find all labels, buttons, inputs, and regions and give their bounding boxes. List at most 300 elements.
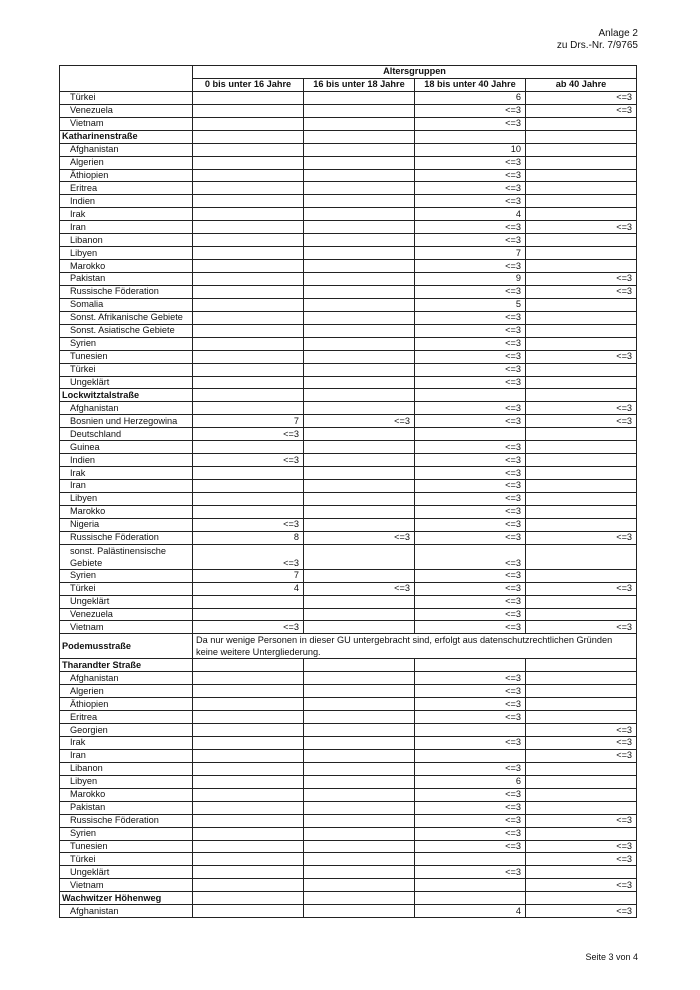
value-cell — [304, 814, 415, 827]
empty-cell — [304, 130, 415, 143]
value-cell: <=3 — [415, 156, 526, 169]
value-cell — [526, 182, 637, 195]
value-cell — [304, 273, 415, 286]
value-cell — [193, 749, 304, 762]
value-cell: <=3 — [415, 801, 526, 814]
country-label: Irak — [60, 737, 193, 750]
country-label: Pakistan — [60, 273, 193, 286]
table-row — [60, 569, 637, 582]
value-cell — [304, 350, 415, 363]
table-row — [60, 208, 637, 221]
table-row — [60, 117, 637, 130]
value-cell — [526, 260, 637, 273]
value-cell — [304, 195, 415, 208]
value-cell — [304, 595, 415, 608]
value-cell — [526, 467, 637, 480]
country-label: Eritrea — [60, 182, 193, 195]
country-label: Afghanistan — [60, 143, 193, 156]
value-cell: <=3 — [415, 234, 526, 247]
value-cell — [415, 724, 526, 737]
note-row — [60, 634, 637, 659]
value-cell: 6 — [415, 91, 526, 104]
table-row — [60, 324, 637, 337]
country-label: Russische Föderation — [60, 285, 193, 298]
value-cell: <=3 — [415, 608, 526, 621]
value-cell — [304, 104, 415, 117]
value-cell — [526, 492, 637, 505]
value-cell — [526, 672, 637, 685]
country-label: Indien — [60, 454, 193, 467]
value-cell: <=3 — [415, 182, 526, 195]
value-cell — [526, 505, 637, 518]
value-cell — [526, 195, 637, 208]
value-cell: <=3 — [526, 273, 637, 286]
table-row — [60, 775, 637, 788]
table-row — [60, 608, 637, 621]
value-cell — [304, 311, 415, 324]
value-cell — [304, 544, 415, 569]
value-cell: <=3 — [526, 814, 637, 827]
country-label: Indien — [60, 195, 193, 208]
empty-cell — [415, 389, 526, 402]
country-label: Syrien — [60, 569, 193, 582]
value-cell: <=3 — [415, 814, 526, 827]
table-row — [60, 492, 637, 505]
value-cell: <=3 — [526, 724, 637, 737]
attachment-label: Anlage 2 — [598, 28, 638, 39]
value-cell: <=3 — [526, 531, 637, 544]
country-label: Deutschland — [60, 428, 193, 441]
table-row — [60, 749, 637, 762]
value-cell — [526, 518, 637, 531]
table-row — [60, 247, 637, 260]
section-row — [60, 389, 637, 402]
country-label: Libanon — [60, 234, 193, 247]
table-row — [60, 454, 637, 467]
value-cell — [193, 260, 304, 273]
value-cell — [304, 827, 415, 840]
value-cell — [193, 350, 304, 363]
value-cell — [193, 840, 304, 853]
empty-cell — [415, 659, 526, 672]
value-cell: <=3 — [415, 840, 526, 853]
country-label: Tunesien — [60, 350, 193, 363]
value-cell: <=3 — [415, 698, 526, 711]
country-label: Guinea — [60, 441, 193, 454]
value-cell: <=3 — [415, 117, 526, 130]
value-cell — [304, 840, 415, 853]
value-cell — [415, 749, 526, 762]
value-cell: <=3 — [526, 621, 637, 634]
value-cell — [304, 117, 415, 130]
country-label: Libyen — [60, 492, 193, 505]
empty-cell — [526, 130, 637, 143]
value-cell: <=3 — [304, 531, 415, 544]
value-cell: <=3 — [415, 595, 526, 608]
value-cell — [304, 569, 415, 582]
value-cell — [526, 801, 637, 814]
table-row — [60, 711, 637, 724]
value-cell — [193, 91, 304, 104]
empty-cell — [526, 659, 637, 672]
value-cell — [193, 724, 304, 737]
value-cell — [193, 143, 304, 156]
table-row — [60, 221, 637, 234]
value-cell — [304, 208, 415, 221]
value-cell — [526, 569, 637, 582]
value-cell — [304, 156, 415, 169]
country-label: Ungeklärt — [60, 595, 193, 608]
value-cell: <=3 — [415, 582, 526, 595]
value-cell — [193, 505, 304, 518]
country-label: Ungeklärt — [60, 376, 193, 389]
country-label: Iran — [60, 221, 193, 234]
value-cell: <=3 — [415, 324, 526, 337]
value-cell: <=3 — [526, 350, 637, 363]
value-cell: <=3 — [526, 737, 637, 750]
value-cell — [304, 454, 415, 467]
value-cell: <=3 — [415, 672, 526, 685]
value-cell — [193, 195, 304, 208]
table-row — [60, 441, 637, 454]
table-row — [60, 866, 637, 879]
value-cell: <=3 — [415, 350, 526, 363]
value-cell: <=3 — [526, 582, 637, 595]
value-cell — [193, 182, 304, 195]
country-label: Libyen — [60, 247, 193, 260]
country-label: Georgien — [60, 724, 193, 737]
section-row — [60, 659, 637, 672]
privacy-note: Da nur wenige Personen in dieser GU untergebracht sind, erfolgt aus datenschutzrechtlichen Gründen keine weitere Untergliederung. — [193, 634, 637, 659]
value-cell: 4 — [193, 582, 304, 595]
table-row — [60, 376, 637, 389]
value-cell — [526, 324, 637, 337]
value-cell — [526, 595, 637, 608]
value-cell — [193, 711, 304, 724]
value-cell: 9 — [415, 273, 526, 286]
table-body — [60, 91, 637, 917]
value-cell — [526, 441, 637, 454]
empty-cell — [415, 130, 526, 143]
value-cell: 7 — [193, 415, 304, 428]
value-cell: <=3 — [193, 621, 304, 634]
table-row — [60, 685, 637, 698]
value-cell — [304, 711, 415, 724]
empty-cell — [304, 389, 415, 402]
value-cell — [304, 492, 415, 505]
value-cell — [304, 221, 415, 234]
table-row — [60, 350, 637, 363]
value-cell: <=3 — [415, 441, 526, 454]
table-row — [60, 273, 637, 286]
value-cell — [304, 285, 415, 298]
value-cell — [304, 853, 415, 866]
value-cell — [193, 221, 304, 234]
value-cell: <=3 — [415, 827, 526, 840]
country-label: Afghanistan — [60, 402, 193, 415]
column-header: 16 bis unter 18 Jahre — [304, 78, 415, 91]
table-row — [60, 285, 637, 298]
value-cell — [304, 260, 415, 273]
value-cell — [304, 505, 415, 518]
value-cell — [304, 234, 415, 247]
value-cell — [193, 441, 304, 454]
country-label: Marokko — [60, 260, 193, 273]
value-cell: <=3 — [526, 749, 637, 762]
value-cell — [193, 905, 304, 918]
value-cell — [304, 91, 415, 104]
table-row — [60, 298, 637, 311]
table-row — [60, 505, 637, 518]
table-row — [60, 672, 637, 685]
value-cell — [304, 518, 415, 531]
country-label: Libanon — [60, 762, 193, 775]
value-cell: <=3 — [415, 104, 526, 117]
table-row — [60, 698, 637, 711]
value-cell: <=3 — [415, 569, 526, 582]
value-cell — [304, 698, 415, 711]
country-label: Somalia — [60, 298, 193, 311]
table-row — [60, 143, 637, 156]
value-cell — [193, 467, 304, 480]
country-label: Irak — [60, 208, 193, 221]
value-cell — [526, 428, 637, 441]
value-cell: 8 — [193, 531, 304, 544]
value-cell — [193, 156, 304, 169]
value-cell — [304, 467, 415, 480]
table-row — [60, 311, 637, 324]
value-cell — [304, 775, 415, 788]
value-cell: <=3 — [415, 402, 526, 415]
section-label: Wachwitzer Höhenweg — [60, 892, 193, 905]
table-row — [60, 156, 637, 169]
value-cell: <=3 — [415, 505, 526, 518]
value-cell — [304, 428, 415, 441]
page-number: Seite 3 von 4 — [585, 952, 638, 962]
value-cell — [193, 117, 304, 130]
value-cell: <=3 — [415, 531, 526, 544]
column-header: 18 bis unter 40 Jahre — [415, 78, 526, 91]
value-cell — [193, 788, 304, 801]
value-cell: 7 — [415, 247, 526, 260]
value-cell — [193, 311, 304, 324]
table-row — [60, 91, 637, 104]
value-cell — [193, 814, 304, 827]
empty-cell — [193, 892, 304, 905]
country-label: Türkei — [60, 853, 193, 866]
table-row — [60, 260, 637, 273]
value-cell — [193, 698, 304, 711]
table-row — [60, 621, 637, 634]
value-cell: <=3 — [526, 221, 637, 234]
section-label: Katharinenstraße — [60, 130, 193, 143]
table-row — [60, 595, 637, 608]
value-cell — [193, 234, 304, 247]
corner-cell — [60, 66, 193, 92]
value-cell: <=3 — [415, 454, 526, 467]
table-row — [60, 169, 637, 182]
value-cell: <=3 — [415, 195, 526, 208]
value-cell — [415, 879, 526, 892]
value-cell — [193, 337, 304, 350]
table-row — [60, 814, 637, 827]
table-row — [60, 737, 637, 750]
table-row — [60, 582, 637, 595]
value-cell — [526, 247, 637, 260]
country-label: Syrien — [60, 337, 193, 350]
country-label: Vietnam — [60, 879, 193, 892]
value-cell: <=3 — [415, 169, 526, 182]
value-cell — [193, 247, 304, 260]
table-row — [60, 363, 637, 376]
value-cell — [304, 866, 415, 879]
country-label: Venezuela — [60, 608, 193, 621]
value-cell: <=3 — [415, 788, 526, 801]
country-label: Syrien — [60, 827, 193, 840]
table-row — [60, 762, 637, 775]
value-cell — [193, 672, 304, 685]
country-label: Russische Föderation — [60, 531, 193, 544]
value-cell: <=3 — [526, 402, 637, 415]
country-label: sonst. Palästinensische Gebiete — [60, 544, 193, 569]
table-row — [60, 788, 637, 801]
table-row — [60, 234, 637, 247]
column-header: ab 40 Jahre — [526, 78, 637, 91]
value-cell: <=3 — [415, 376, 526, 389]
value-cell — [193, 480, 304, 493]
value-cell — [304, 788, 415, 801]
value-cell — [193, 169, 304, 182]
value-cell — [526, 685, 637, 698]
value-cell — [193, 298, 304, 311]
group-title: Altersgruppen — [193, 66, 637, 79]
value-cell — [193, 285, 304, 298]
value-cell — [193, 492, 304, 505]
value-cell: <=3 — [415, 621, 526, 634]
empty-cell — [304, 659, 415, 672]
value-cell: <=3 — [415, 260, 526, 273]
value-cell — [304, 143, 415, 156]
table-row — [60, 415, 637, 428]
value-cell: <=3 — [415, 285, 526, 298]
country-label: Türkei — [60, 363, 193, 376]
document-number: zu Drs.-Nr. 7/9765 — [556, 40, 638, 51]
value-cell — [193, 608, 304, 621]
value-cell: <=3 — [526, 879, 637, 892]
value-cell — [526, 311, 637, 324]
country-label: Bosnien und Herzegowina — [60, 415, 193, 428]
column-header: 0 bis unter 16 Jahre — [193, 78, 304, 91]
table-row — [60, 544, 637, 569]
value-cell — [526, 454, 637, 467]
value-cell — [526, 363, 637, 376]
table-row — [60, 518, 637, 531]
value-cell — [526, 143, 637, 156]
value-cell: 7 — [193, 569, 304, 582]
value-cell: <=3 — [415, 415, 526, 428]
value-cell — [304, 441, 415, 454]
value-cell: <=3 — [193, 428, 304, 441]
table-row — [60, 801, 637, 814]
country-label: Sonst. Asiatische Gebiete — [60, 324, 193, 337]
value-cell — [526, 711, 637, 724]
value-cell: 4 — [415, 208, 526, 221]
value-cell — [304, 247, 415, 260]
country-label: Nigeria — [60, 518, 193, 531]
value-cell — [193, 685, 304, 698]
value-cell — [304, 737, 415, 750]
value-cell — [193, 866, 304, 879]
country-label: Algerien — [60, 156, 193, 169]
value-cell — [304, 324, 415, 337]
table-row — [60, 428, 637, 441]
value-cell — [304, 608, 415, 621]
value-cell — [193, 376, 304, 389]
value-cell: <=3 — [415, 762, 526, 775]
value-cell — [526, 169, 637, 182]
value-cell: <=3 — [415, 544, 526, 569]
value-cell: <=3 — [415, 711, 526, 724]
value-cell — [526, 762, 637, 775]
empty-cell — [193, 389, 304, 402]
value-cell — [526, 788, 637, 801]
country-label: Afghanistan — [60, 672, 193, 685]
value-cell — [526, 337, 637, 350]
value-cell — [526, 234, 637, 247]
value-cell — [193, 879, 304, 892]
value-cell: 4 — [415, 905, 526, 918]
country-label: Türkei — [60, 582, 193, 595]
value-cell — [304, 169, 415, 182]
value-cell — [526, 544, 637, 569]
value-cell — [304, 182, 415, 195]
value-cell — [193, 104, 304, 117]
country-label: Äthiopien — [60, 698, 193, 711]
value-cell — [304, 402, 415, 415]
section-label: Lockwitztalstraße — [60, 389, 193, 402]
empty-cell — [193, 659, 304, 672]
value-cell: <=3 — [415, 737, 526, 750]
country-label: Algerien — [60, 685, 193, 698]
value-cell — [526, 827, 637, 840]
value-cell: <=3 — [526, 840, 637, 853]
header-row-group — [60, 66, 637, 79]
value-cell — [304, 905, 415, 918]
table-row — [60, 337, 637, 350]
table-row — [60, 104, 637, 117]
country-label: Pakistan — [60, 801, 193, 814]
table-row — [60, 531, 637, 544]
country-label: Ungeklärt — [60, 866, 193, 879]
value-cell — [304, 762, 415, 775]
value-cell — [193, 273, 304, 286]
value-cell: <=3 — [526, 905, 637, 918]
value-cell — [304, 376, 415, 389]
empty-cell — [193, 130, 304, 143]
table-row — [60, 827, 637, 840]
table-row — [60, 402, 637, 415]
table-row — [60, 724, 637, 737]
value-cell — [526, 775, 637, 788]
value-cell — [304, 685, 415, 698]
value-cell: <=3 — [415, 311, 526, 324]
table-row — [60, 182, 637, 195]
value-cell — [526, 117, 637, 130]
value-cell: <=3 — [415, 866, 526, 879]
country-label: Vietnam — [60, 621, 193, 634]
value-cell — [526, 376, 637, 389]
value-cell — [304, 298, 415, 311]
